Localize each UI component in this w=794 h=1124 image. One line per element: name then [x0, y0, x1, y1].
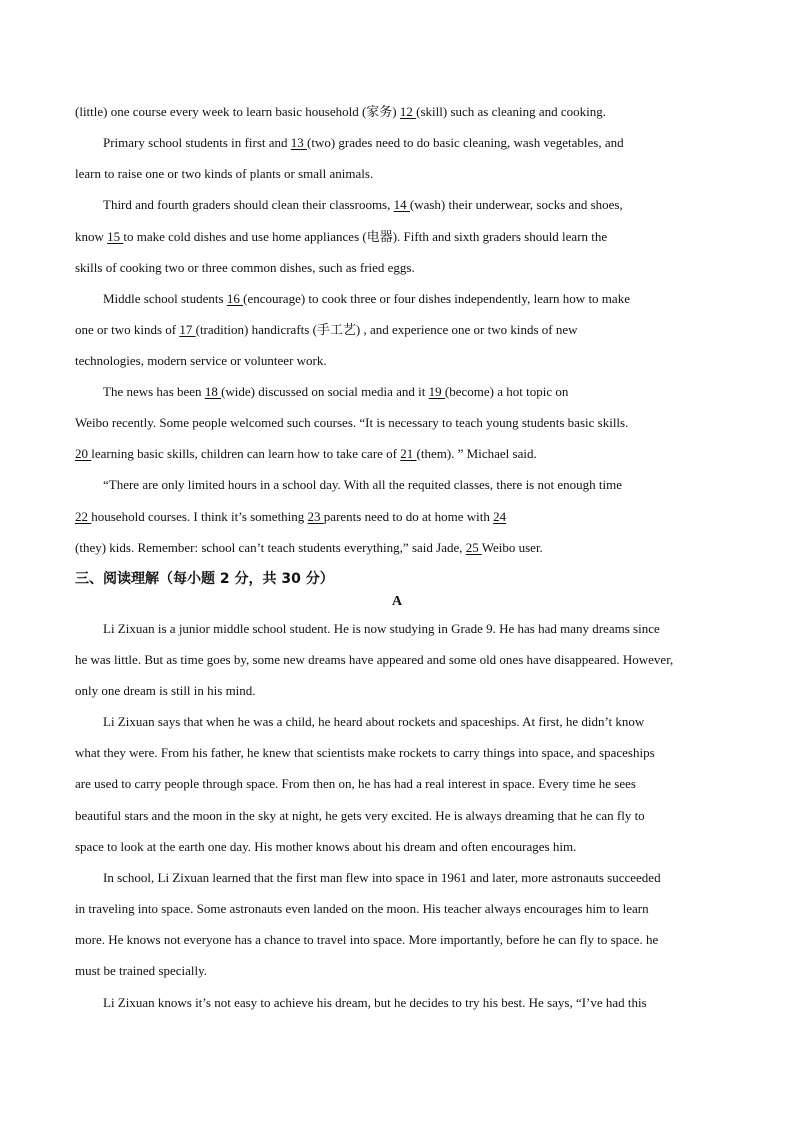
text: (become) a hot topic on — [444, 384, 569, 399]
blank-17[interactable]: 17 — [179, 322, 196, 337]
reading-line-3: only one dream is still in his mind. — [75, 683, 256, 698]
text: (wide) discussed on social media and it — [221, 384, 429, 399]
reading-line-13: Li Zixuan knows it’s not easy to achieve his dream, but he decides to try his best. He says, “I’ve had this — [103, 995, 647, 1010]
cloze-line-9: technologies, modern service or volunteer work. — [75, 353, 327, 368]
reading-line-1: Li Zixuan is a junior middle school student. He is now studying in Grade 9. He has had many dreams since — [103, 621, 660, 636]
blank-21[interactable]: 21 — [400, 446, 417, 461]
blank-23[interactable]: 23 — [307, 509, 324, 524]
text: household courses. I think it’s something — [91, 509, 308, 524]
reading-line-8: space to look at the earth one day. His mother knows about his dream and often encourages him. — [75, 839, 577, 854]
text: Weibo user. — [481, 540, 543, 555]
reading-line-11: more. He knows not everyone has a chance to travel into space. More importantly, before he can fly to space. he — [75, 932, 659, 947]
text: (skill) such as cleaning and cooking. — [416, 104, 607, 119]
cloze-line-15 — [75, 540, 543, 556]
text: know — [75, 229, 108, 244]
cloze-line-11: Weibo recently. Some people welcomed such courses. “It is necessary to teach young students basic skills. — [75, 415, 629, 430]
blank-14[interactable]: 14 — [393, 197, 410, 212]
cloze-line-13: “There are only limited hours in a school day. With all the requited classes, there is not enough time — [103, 477, 622, 492]
blank-25[interactable]: 25 — [465, 540, 482, 555]
cloze-line-14 — [75, 509, 506, 525]
reading-line-9: In school, Li Zixuan learned that the first man flew into space in 1961 and later, more astronauts succeeded — [103, 870, 661, 885]
blank-24[interactable]: 24 — [493, 509, 507, 524]
text: (wash) their underwear, socks and shoes, — [409, 197, 623, 212]
cloze-line-4 — [103, 197, 623, 213]
text: Third and fourth graders should clean their classrooms, — [103, 197, 394, 212]
passage-label: A — [391, 594, 403, 609]
blank-20[interactable]: 20 — [75, 446, 92, 461]
cloze-line-1 — [75, 104, 606, 120]
section-title: 三、阅读理解（每小题 2 分，共 30 分） — [75, 571, 334, 587]
blank-12[interactable]: 12 — [399, 104, 417, 119]
text: (tradition) handicrafts (手工艺) , and experience one or two kinds of new — [195, 322, 578, 337]
cloze-line-5 — [75, 229, 607, 245]
reading-line-7: beautiful stars and the moon in the sky at night, he gets very excited. He is always dreaming that he can fly to — [75, 808, 645, 823]
text: parents need to do at home with — [323, 509, 494, 524]
reading-line-12: must be trained specially. — [75, 963, 208, 978]
blank-22[interactable]: 22 — [75, 509, 92, 524]
text: one or two kinds of — [75, 322, 180, 337]
blank-19[interactable]: 19 — [428, 384, 445, 399]
text: (they) kids. Remember: school can’t teach students everything,” said Jade, — [75, 540, 466, 555]
text: (encourage) to cook three or four dishes independently, learn how to make — [243, 291, 630, 306]
text: Middle school students — [103, 291, 227, 306]
cloze-line-12 — [75, 446, 537, 462]
cloze-line-6: skills of cooking two or three common dishes, such as fried eggs. — [75, 260, 415, 275]
cloze-line-7 — [103, 291, 630, 307]
text: (them). ” Michael said. — [416, 446, 537, 461]
text: Primary school students in first and — [103, 135, 291, 150]
text: The news has been — [103, 384, 205, 399]
blank-13[interactable]: 13 — [290, 135, 308, 150]
cloze-line-8 — [75, 322, 578, 338]
blank-18[interactable]: 18 — [204, 384, 222, 399]
reading-line-5: what they were. From his father, he knew that scientists make rockets to carry things into space, and spaceships — [75, 745, 655, 760]
cloze-line-3: learn to raise one or two kinds of plants or small animals. — [75, 166, 374, 181]
blank-16[interactable]: 16 — [226, 291, 244, 306]
blank-15[interactable]: 15 — [107, 229, 124, 244]
text: to make cold dishes and use home appliances (电器). Fifth and sixth graders should learn the — [123, 229, 608, 244]
text: (two) grades need to do basic cleaning, wash vegetables, and — [307, 135, 624, 150]
reading-line-6: are used to carry people through space. From then on, he has had a real interest in space. Every time he sees — [75, 776, 636, 791]
reading-line-4: Li Zixuan says that when he was a child, he heard about rockets and spaceships. At first, he didn’t know — [103, 714, 645, 729]
cloze-line-10 — [103, 384, 568, 400]
text: (little) one course every week to learn basic household (家务) — [75, 104, 400, 119]
cloze-line-2 — [103, 135, 624, 151]
reading-line-2: he was little. But as time goes by, some new dreams have appeared and some old ones have disappeared. However, — [75, 652, 674, 667]
reading-line-10: in traveling into space. Some astronauts even landed on the moon. His teacher always encourages him to learn — [75, 901, 649, 916]
text: learning basic skills, children can learn how to take care of — [91, 446, 401, 461]
